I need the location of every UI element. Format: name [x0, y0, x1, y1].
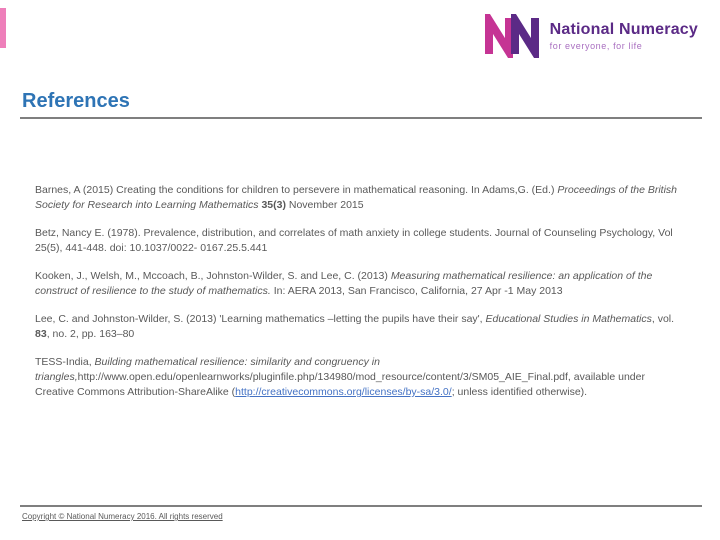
reference-text-segment: November 2015 — [285, 199, 364, 211]
reference-text-segment: Kooken, J., Welsh, M., Mccoach, B., Johnston-Wilder, S. and Lee, C. (2013) — [35, 270, 391, 282]
page-title: References — [22, 90, 130, 112]
reference-text-segment: In: AERA 2013, San Francisco, California, 27 Apr -1 May 2013 — [270, 285, 563, 297]
nn-mark-icon — [484, 14, 540, 58]
reference-text-segment: Betz, Nancy E. (1978). Prevalence, distribution, and correlates of math anxiety in college students. Journal of Counseling Psychology, Vol 25(5), 441-448. doi: 10.1037/0022- 0167.25.5.441 — [35, 227, 673, 254]
reference-text-segment: Measuring mathematical resilience: an application of the construct of resilience to the study of mathematics. — [35, 270, 653, 297]
reference-text-segment: Proceedings of the British Society for Research into Learning Mathematics — [35, 184, 678, 211]
references-list — [35, 183, 683, 413]
pink-accent-strip — [0, 8, 6, 48]
creative-commons-link[interactable]: http://creativecommons.org/licenses/by-sa/3.0/ — [235, 386, 452, 398]
national-numeracy-logo — [484, 14, 698, 58]
copyright-text: Copyright © National Numeracy 2016. All rights reserved — [22, 512, 223, 521]
reference-text-segment: , vol. — [651, 313, 675, 325]
reference-item — [35, 355, 683, 400]
reference-text-segment: ; unless identified otherwise). — [451, 386, 588, 398]
logo-name: National Numeracy — [549, 21, 698, 38]
logo-tagline: for everyone, for life — [549, 41, 643, 51]
reference-item — [35, 226, 683, 256]
reference-text-segment: Barnes, A (2015) Creating the conditions for children to persevere in mathematical reasoning. In Adams,G. (Ed.) — [35, 184, 558, 196]
reference-text-segment: Lee, C. and Johnston-Wilder, S. (2013) 'Learning mathematics –letting the pupils have their say', — [35, 313, 486, 325]
reference-text-segment: TESS-India, — [35, 356, 95, 368]
reference-text-segment: 83 — [35, 328, 47, 340]
logo-text — [550, 21, 698, 51]
title-divider — [20, 117, 702, 119]
footer-divider — [20, 505, 702, 507]
reference-text-segment: Building mathematical resilience: similarity and congruency in triangles, — [35, 356, 380, 383]
reference-text-segment: http://www.open.edu/openlearnworks/pluginfile.php/134980/mod_resource/content/3/SM05_AIE_Final.pdf, available under Creative Commons Attribution-ShareAlike ( — [35, 371, 645, 398]
reference-text-segment: Educational Studies in Mathematics — [485, 313, 652, 325]
reference-item — [35, 183, 683, 213]
reference-item — [35, 269, 683, 299]
reference-text-segment: 35(3) — [261, 199, 286, 211]
reference-text-segment: , no. 2, pp. 163–80 — [46, 328, 135, 340]
reference-item — [35, 312, 683, 342]
